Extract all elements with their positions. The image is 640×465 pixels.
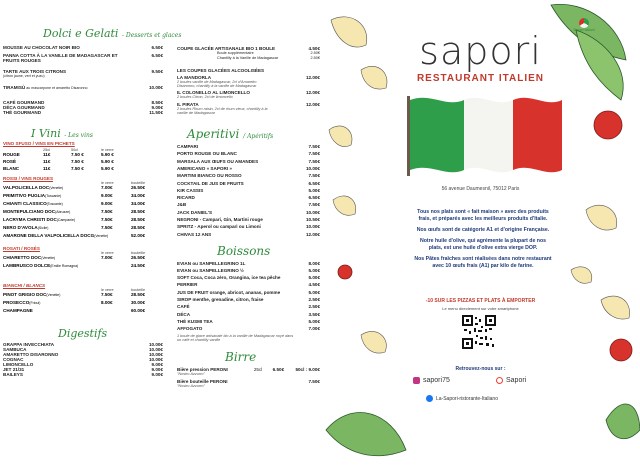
beer-sub: "Nostro Azzurro" (177, 384, 205, 389)
wine-region: (Toscanie) (45, 194, 62, 198)
item-price: 2.50€ (308, 304, 320, 310)
table-row (3, 300, 163, 306)
beer-name: Bière bouteille PERONI (177, 379, 228, 385)
line-price: 2.50€ (310, 55, 320, 60)
price-glass: 7.00€ (101, 185, 113, 190)
wine-region: (Frioul) (29, 301, 41, 305)
wine-region: (Venetie) (49, 186, 64, 190)
wine-name: MONTEPULCIANO DOC(Abruzze) (3, 209, 71, 214)
item-name: AMARETTO DISARONNO (3, 352, 59, 357)
wine-region: (Emilie Romagna) (50, 264, 79, 268)
wine-region: (Campanie) (56, 218, 76, 222)
digestifs-list (3, 342, 163, 377)
wine-name: LACRYMA CHRISTI DOC(Campanie) (3, 217, 76, 222)
item-name: BAILEYS (3, 372, 23, 377)
wine-name: CHIANTI CLASSICO(Toscanie) (3, 201, 63, 206)
price-glass: 7.50€ (101, 225, 113, 230)
wine-name: PINOT GRIGIO DOC(Venetie) (3, 292, 61, 297)
wine-name: PRIMITIVO PUGLIA(Toscanie) (3, 193, 62, 198)
menu-item (177, 297, 320, 302)
price-bottle: 26.50€ (131, 185, 146, 190)
item-price: 10.00€ (148, 357, 163, 362)
price-bottle: 24.50€ (131, 263, 146, 268)
price-glass: 5.90 € (101, 166, 114, 171)
table-row (3, 292, 163, 298)
item-price: 6.50€ (151, 45, 163, 50)
price-glass: 7.50€ (101, 209, 113, 214)
item-name: CAFÉ GOURMAND (3, 100, 45, 105)
menu-item (177, 282, 320, 287)
menu-item (3, 53, 163, 63)
instagram-handle: sapori75 (423, 377, 450, 384)
item-price: 7.00€ (308, 326, 320, 332)
item-price: 8.00€ (308, 260, 320, 266)
wine-name: VALPOLICELLA DOC(Venetie) (3, 185, 64, 190)
google-icon (496, 377, 503, 384)
item-name: TARTE AUX TROIS CITRONS (citron jaune, vert et yuzu) (3, 69, 118, 79)
item-price: 12.00€ (305, 231, 320, 237)
menu-note: Le menu directement sur votre smartphone (442, 306, 519, 311)
item-note: 2 boules Citron, 2cl de limoncello (177, 95, 233, 100)
col-header: bouteille (131, 251, 146, 255)
table-row (3, 308, 163, 313)
item-name: COCKTAIL DE JUS DE FRUITS (177, 180, 244, 186)
item-price: 6.50€ (308, 180, 320, 186)
col-header: bouteille (131, 181, 146, 185)
info-p1: Tous nos plats sont « fait maison » avec des produits frais, et préparés avec les meilleurs produits d'Italie. (417, 209, 549, 222)
item-price: 9.00€ (151, 372, 163, 377)
info-p2: Nos œufs sont de catégorie A1 et d'origine Française. (416, 227, 550, 233)
birre-heading: Birre (225, 349, 257, 364)
table-row (3, 209, 163, 215)
address: 56 avenue Daumesnil, 75012 Paris (441, 186, 520, 192)
column-middle (177, 0, 320, 391)
price-glass: 7.50€ (101, 292, 113, 297)
item-note: au mascarpone et amaretto Disaronno (25, 86, 88, 90)
item-price: 9.50€ (151, 69, 163, 74)
item-price: 11.50€ (149, 110, 163, 115)
item-name: LIMONCELLO (3, 362, 34, 367)
item-price: 5.00€ (308, 187, 320, 193)
qr-code-icon[interactable] (461, 314, 497, 350)
price-glass: 7.00€ (101, 255, 113, 260)
item-price: 10.00€ (148, 347, 163, 352)
boissons-heading: Boissons (217, 243, 271, 258)
beer-volume: 25cl (253, 366, 263, 372)
price-50cl: 7.50 € (71, 159, 84, 164)
price-bottle: 52.00€ (131, 233, 146, 238)
affogato-note: 1 boule de glace artisanale bio à la vanille de Madagascar noyé dans un café et chantilly vanille (177, 333, 294, 342)
price-bottle: 26.50€ (131, 255, 146, 260)
price-50cl: 7.50 € (71, 152, 84, 157)
wine-name: AMARONE DELLA VALPOLICELLA DOCG(Venetie) (3, 233, 109, 238)
item-name: LA MANDORLA (177, 75, 212, 80)
menu-item (177, 202, 320, 207)
italian-flag-icon (407, 96, 562, 176)
item-price: 10.00€ (305, 224, 320, 230)
table-row (3, 263, 163, 269)
wine-name: ROSÉ (3, 159, 17, 164)
item-name: JUS DE FRUIT orange, abricot, ananas, pomme (177, 289, 281, 295)
menu-item (177, 159, 320, 164)
item-price: 7.50€ (308, 173, 320, 179)
beer-volume (258, 379, 270, 384)
price-glass (101, 233, 131, 239)
coupes-alc-title: LES COUPES GLACÉES ALCOOLISÉES (177, 68, 265, 73)
item-name: EVIAN ou SANPELLEGRINO 1L (177, 260, 246, 266)
instagram-link[interactable] (413, 377, 450, 384)
line-price: 2.50€ (310, 51, 320, 55)
item-price: 5.00€ (308, 275, 320, 281)
menu-item (177, 151, 320, 156)
beer-price-large: 50cl : 9.00€ (295, 366, 320, 372)
social-title: Retrouvez-nous sur : (455, 366, 506, 372)
wine-name: CHIARETTO DOC(Venetie) (3, 255, 56, 260)
item-price: 7.50€ (308, 151, 320, 157)
rossi-table (3, 181, 163, 239)
info-block (413, 209, 553, 270)
wine-region: (Venetie) (46, 293, 61, 297)
item-name: GRAPPA INVECCHIATA (3, 342, 55, 347)
item-price: 4.50€ (308, 282, 320, 288)
price-glass (101, 263, 131, 269)
menu-item (177, 224, 320, 229)
aperitivi-heading: Aperitivi / Apéritifs (187, 127, 274, 142)
price-bottle: 34.00€ (131, 193, 146, 198)
info-p3: Notre huile d'olive, qui agrémente la plupart de nos plats, est une huile d'olive extra vierge DOP. (419, 238, 547, 251)
birre-list (177, 367, 320, 388)
price-bottle: 28.50€ (131, 225, 146, 230)
item-price: 3.50€ (308, 311, 320, 317)
item-name: KIR CASSIS (177, 187, 204, 193)
price-bottle: 30.00€ (131, 300, 146, 305)
menu-item (177, 217, 320, 222)
item-price: 7.50€ (308, 158, 320, 164)
wine-region: (Abruzze) (55, 210, 71, 214)
item-price: 10.00€ (148, 352, 163, 357)
bianchi-table (3, 288, 163, 313)
menu-item (3, 69, 163, 79)
item-name: IL COLONELLO AL LIMONCELLO (177, 90, 250, 96)
line-name: Chantilly à la Vanille de Madagascar (217, 55, 279, 60)
wine-name: PROSECCO(Frioul) (3, 300, 41, 305)
menu-item (177, 144, 320, 149)
menu-item (177, 173, 320, 178)
price-bottle: 28.50€ (131, 209, 146, 214)
item-price: 12.00€ (305, 75, 320, 80)
item-name: MARTINI BIANCO OU ROSSO (177, 173, 242, 179)
menu-item (177, 319, 320, 324)
wine-name: CHAMPAGNE (3, 308, 33, 313)
price-glass: 5.90 € (101, 152, 114, 157)
brand-name: sapori (419, 29, 542, 73)
price-bottle: 60.00€ (131, 308, 146, 313)
col-header: 25cl (43, 148, 50, 152)
price-bottle: 34.00€ (131, 201, 146, 206)
table-row (3, 166, 163, 171)
item-name: JET 21/31 (3, 367, 25, 372)
item-name: PORTO ROUGE OU BLANC (177, 151, 237, 157)
table-row (3, 201, 163, 207)
menu-item (177, 261, 320, 266)
item-name: MOUSSE AU CHOCOLAT NOIR BIO (3, 45, 80, 50)
beer-price-large: 7.50€ (308, 379, 320, 385)
vini-heading: I Vini - Les vins (31, 127, 93, 140)
item-note: 2 boules vanille de Madagascar, 2cl d'Amaretto Disaronno, chantilly à la vanille de Madagascar (177, 80, 257, 89)
item-price: 10.00€ (305, 165, 320, 171)
rossi-title: ROSSI / VINS ROUGES (3, 176, 54, 181)
item-name: AMERICANO « SAPORI » (177, 165, 232, 171)
brand-block (321, 22, 640, 84)
item-price: 12.00€ (305, 101, 320, 107)
digestifs-heading: Digestifs (58, 327, 108, 340)
google-link[interactable] (496, 377, 526, 384)
item-price: 7.50€ (308, 202, 320, 208)
item-name: EVIAN ou SANPELLEGRINO ½ (177, 267, 244, 273)
item-name: COGNAC (3, 357, 24, 362)
google-handle: Sapori (506, 377, 527, 384)
wine-region: (Toscanie) (46, 202, 63, 206)
item-price: 5.00€ (308, 289, 320, 295)
price-glass: 9.00€ (101, 201, 113, 206)
aperitivi-list (177, 144, 320, 237)
coupe-row: COUPE GLACÉE ARTISANALE BIO 1 BOULE 4.50€ (177, 46, 320, 51)
menu-item (3, 85, 163, 91)
menu-item (177, 326, 320, 331)
menu-item (177, 232, 320, 237)
item-price: 12.00€ (305, 90, 320, 96)
wine-name: BLANC (3, 166, 20, 171)
price-glass: 8.00€ (101, 300, 113, 305)
info-p4: Nos Pâtes fraîches sont réalisées dans notre restaurant avec 10 œufs frais (A1) par kilo de farine. (414, 256, 552, 269)
price-glass: 5.90 € (101, 159, 114, 164)
menu-item (177, 188, 320, 193)
beer-price: 6.50€ (272, 366, 285, 372)
item-name: J&B (177, 202, 187, 208)
menu-item (177, 195, 320, 200)
table-row (3, 185, 163, 191)
coupes-alc-list (177, 75, 320, 115)
item-price: 9.00€ (151, 105, 163, 110)
item-price: 10.00€ (148, 342, 163, 347)
dolci-heading: Dolci e Gelati - Desserts et glaces (43, 27, 182, 40)
menu-item (3, 45, 163, 50)
item-name: CHIVAS 12 ANS (177, 231, 212, 237)
table-row (3, 159, 163, 164)
col-header: le verre (101, 181, 114, 185)
beer-sub: "Nostro Azzurro" (177, 371, 205, 376)
item-price: 10.00€ (305, 209, 320, 215)
col-header: le verre (101, 251, 114, 255)
item-name: RICARD (177, 195, 195, 201)
logo-text: Sapori Italiani (573, 28, 595, 32)
menu-item (177, 268, 320, 273)
item-price: 5.00€ (308, 267, 320, 273)
instagram-icon (413, 377, 420, 384)
logo-icon (579, 18, 589, 28)
item-name: THÉ KUSMI TEA (177, 318, 213, 324)
table-row (3, 193, 163, 199)
item-price: 5.00€ (308, 318, 320, 324)
menu-item (177, 181, 320, 186)
wine-name: NERO D'AVOLA(Sicile) (3, 225, 49, 230)
price-25cl: 11€ (43, 166, 51, 171)
price-glass: 9.00€ (101, 193, 113, 198)
menu-item (177, 312, 320, 317)
item-name: PERRIER (177, 282, 198, 288)
item-name: DÉCA (177, 311, 191, 317)
item-note: (citron jaune, vert et yuzu) (3, 74, 45, 78)
rosati-table (3, 251, 163, 269)
boissons-list (177, 261, 320, 332)
price-50cl: 7.50 € (71, 166, 84, 171)
item-name: NEGRONI - Campari, Gin, Martini rouge (177, 216, 263, 222)
item-price: 10.00€ (148, 85, 163, 90)
price-25cl: 11€ (43, 159, 51, 164)
table-row (3, 255, 163, 261)
item-price: 6.50€ (151, 53, 163, 58)
menu-item (177, 166, 320, 171)
item-name: SOFT Coca, Coca zéro, Orangina, ice tea pêche (177, 275, 281, 281)
column-right (321, 0, 640, 465)
item-price: 2.50€ (308, 297, 320, 303)
facebook-icon (426, 395, 433, 402)
item-name: PANNA COTTA À LA VANILLE DE MADAGASCAR ET FRUITS ROUGES (3, 53, 118, 63)
table-row (3, 233, 163, 239)
item-note: 2 boules Rhum raisin, 2cl de rhum vieux, chantilly à la vanille de Madagascar (177, 106, 268, 115)
sfusi-table (3, 148, 163, 171)
item-name: IL PIRATA (177, 101, 199, 107)
item-name: SIROP menthe, grenadine, citron, fraise (177, 297, 264, 303)
item-name: AFFOGATO (177, 326, 203, 332)
col-header: le verre (101, 288, 114, 292)
brand-tagline: RESTAURANT ITALIEN (416, 73, 545, 84)
wine-name: LAMBRUSCO DOLCE(Emilie Romagna) (3, 263, 79, 268)
menu-item (177, 275, 320, 280)
facebook-handle: La-Sapori-ristorante-Italiano (436, 395, 498, 402)
takeaway-text: -10 SUR LES PIZZAS ET PLATS À EMPORTER (425, 298, 536, 304)
price-glass: 7.50€ (101, 217, 113, 222)
brand-logo-small (559, 18, 609, 32)
menu-item (177, 210, 320, 215)
coupe-lines (177, 51, 320, 60)
dolci-list (3, 45, 163, 115)
item-price: 9.00€ (151, 367, 163, 372)
table-row (3, 217, 163, 223)
beer-price (281, 379, 297, 384)
item-price: 8.50€ (151, 100, 163, 105)
wine-region: (Sicile) (37, 226, 49, 230)
item-price: 9.00€ (151, 362, 163, 367)
item-name: CAMPARI (177, 144, 199, 150)
bianchi-title: BIANCHI / BLANCS (3, 283, 46, 288)
table-row (3, 225, 163, 231)
item-name: SAMBUCA (3, 347, 27, 352)
table-row (3, 152, 163, 157)
item-price: 6.50€ (308, 195, 320, 201)
beer-name: Bière pression PERONI (177, 366, 228, 372)
price-bottle: 28.50€ (131, 217, 146, 222)
col-header: bouteille (131, 288, 146, 292)
item-price: 7.50€ (308, 144, 320, 150)
item-name: CAFÉ (177, 304, 190, 310)
price-glass (101, 308, 131, 313)
line-name: Boule supplémentaire (217, 51, 254, 55)
item-name: TIRAMISÙ au mascarpone et amaretto Disaronno (3, 85, 88, 90)
col-header: le verre (101, 148, 114, 152)
item-name: MARSALA AUX ŒUFS OU AMANDES (177, 158, 259, 164)
item-name: THÉ GOURMAND (3, 110, 42, 115)
menu-item (177, 304, 320, 309)
wine-region: (Venetie) (94, 234, 109, 238)
menu-item (177, 290, 320, 295)
wine-name: ROUGE (3, 152, 20, 157)
menu-item (3, 372, 163, 377)
price-bottle: 28.50€ (131, 292, 146, 297)
item-name: DÉCA GOURMAND (3, 105, 45, 110)
price-25cl: 11€ (43, 152, 51, 157)
facebook-link[interactable] (426, 395, 498, 402)
item-name: SPRITZ - Aperol ou campari ou Limoni (177, 224, 261, 230)
wine-region: (Venetie) (41, 256, 56, 260)
item-price: 10.50€ (305, 216, 320, 222)
col-header: 50cl (71, 148, 78, 152)
sfusi-title: VINO SFUSO / VINS EN PICHETS (3, 141, 75, 146)
item-name: JACK DANIEL'S (177, 209, 213, 215)
rosati-title: ROSATI / ROSÉS (3, 246, 40, 251)
